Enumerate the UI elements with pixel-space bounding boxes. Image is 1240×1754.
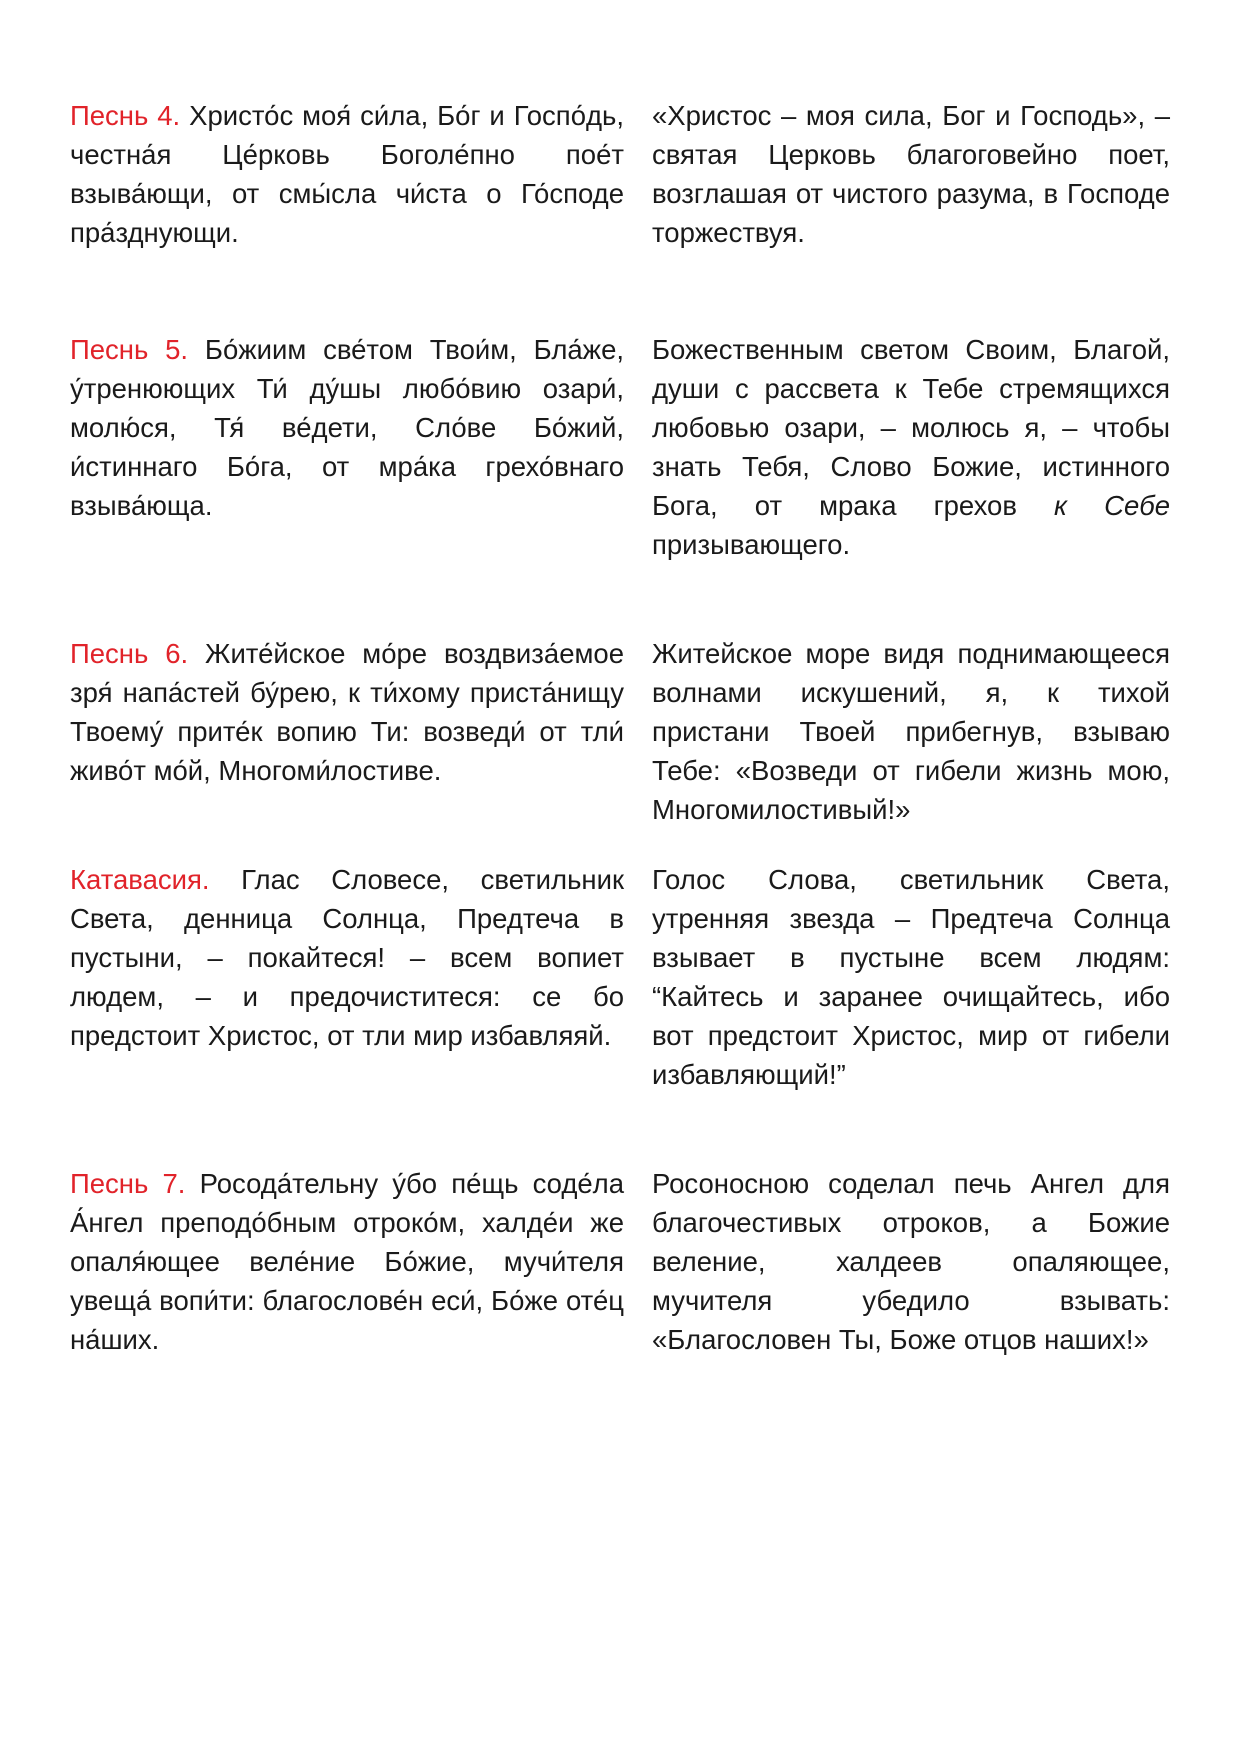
slavonic-body: Жите́йское мо́ре воздвиза́емое зря́ напа́стей бу́рею, к ти́хому приста́нищу Твоему́ прите́к вопию Ти: возведи́ от тли́ живо́т мо́й, Многоми́лостиве. <box>70 638 624 786</box>
russian-text <box>652 860 1170 1094</box>
russian-body: Божественным светом Своим, Благой, души с рассвета к Тебе стремящихся любовью озари, – молюсь я, – чтобы знать Тебя, Слово Божие, истинного Бога, от мрака грехов <box>652 334 1170 521</box>
russian-text <box>652 96 1170 252</box>
slavonic-body: Бо́жиим све́том Твои́м, Бла́же, у́тренюющих Ти́ ду́шы любо́вию озари́, молю́ся, Тя́ ве́дети, Сло́ве Бо́жий, и́стиннаго Бо́га, от мра́ка грехо́внаго взыва́юща. <box>70 334 625 521</box>
section-label: Песнь 7. <box>70 1168 186 1199</box>
slavonic-body: Росода́тельну у́бо пе́щь соде́ла А́нгел преподо́бным отроко́м, халде́и же опаля́ющее веле́ние Бо́жие, мучи́теля увеща́ вопи́ти: благослове́н еси́, Бо́же оте́ц на́ших. <box>70 1168 625 1355</box>
russian-body: Голос Слова, светильник Света, утренняя звезда – Предтеча Солнца взывает в пустыне всем людям: “Кайтесь и заранее очищайтесь, ибо вот предстоит Христос, мир от гибели избавляющий!” <box>652 864 1170 1090</box>
section-ode-7 <box>70 1164 1170 1359</box>
section-ode-5 <box>70 330 1170 564</box>
church-slavonic-text <box>70 96 624 252</box>
church-slavonic-text <box>70 1164 624 1359</box>
parallel-text-page <box>70 96 1170 1359</box>
russian-body-end: призывающего. <box>652 529 851 560</box>
church-slavonic-text <box>70 330 624 564</box>
russian-text <box>652 634 1170 829</box>
section-ode-6 <box>70 634 1170 829</box>
russian-text <box>652 1164 1170 1359</box>
section-katavasia <box>70 860 1170 1094</box>
slavonic-body: Глас Словесе, светильник Света, денница Солнца, Предтеча в пустыни, – покайтеся! – всем вопиет людем, – и предочиститеся: се бо предстоит Христос, от тли мир избавляяй. <box>70 864 624 1051</box>
church-slavonic-text <box>70 634 624 829</box>
russian-text <box>652 330 1170 564</box>
russian-body: «Христос – моя сила, Бог и Господь», – святая Церковь благоговейно поет, возглашая от чистого разума, в Господе торжествуя. <box>652 100 1170 248</box>
section-label: Песнь 5. <box>70 334 189 365</box>
church-slavonic-text <box>70 860 624 1094</box>
section-ode-4 <box>70 96 1170 252</box>
section-label: Катавасия. <box>70 864 210 895</box>
slavonic-body: Христо́с моя́ си́ла, Бо́г и Госпо́дь, честна́я Це́рковь Боголе́пно пое́т взыва́ющи, от смы́сла чи́ста о Го́споде пра́зднующи. <box>70 100 624 248</box>
section-label: Песнь 6. <box>70 638 189 669</box>
russian-italic-insert: к Себе <box>1054 490 1170 521</box>
russian-body: Росоносною соделал печь Ангел для благочестивых отроков, а Божие веление, халдеев опаляющее, мучителя убедило взывать: «Благословен Ты, Боже отцов наших!» <box>652 1168 1170 1355</box>
section-label: Песнь 4. <box>70 100 181 131</box>
russian-body: Житейское море видя поднимающееся волнами искушений, я, к тихой пристани Твоей прибегнув, взываю Тебе: «Возведи от гибели жизнь мою, Многомилостивый!» <box>652 638 1170 825</box>
